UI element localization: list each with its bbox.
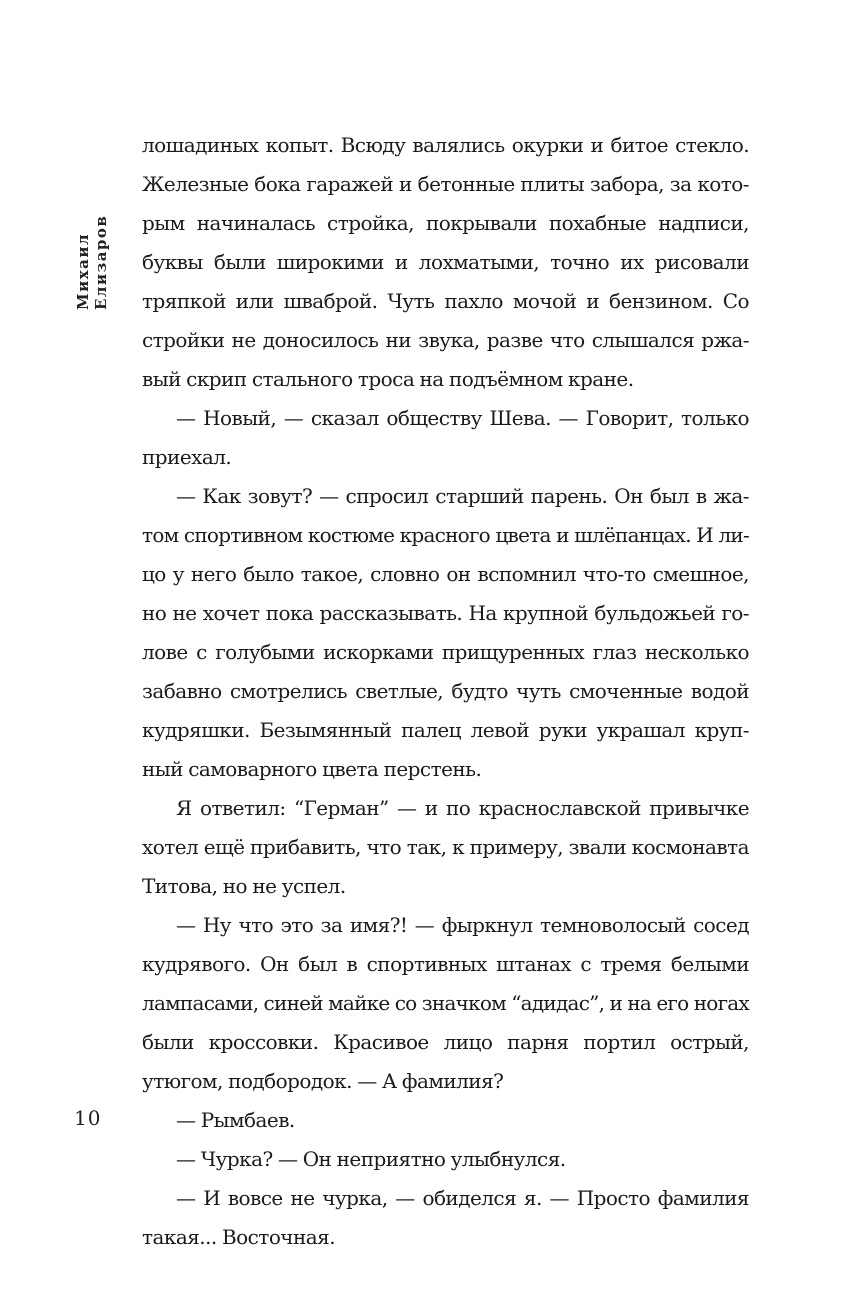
text-line: рым начиналась стройка, покрывали похабные надписи,: [142, 211, 749, 235]
text-line: цо у него было такое, словно он вспомнил что-то смешное,: [142, 562, 749, 586]
text-line: — Новый, — сказал обществу Шева. — Говорит, только: [176, 406, 749, 430]
text-line: были кроссовки. Красивое лицо парня портил острый,: [142, 1030, 749, 1054]
text-line: буквы были широкими и лохматыми, точно их рисовали: [142, 250, 749, 274]
text-line: такая... Восточная.: [142, 1225, 336, 1249]
text-line: — Как зовут? — спросил старший парень. Он был в жа-: [176, 484, 749, 508]
text-line: Железные бока гаражей и бетонные плиты забора, за кото-: [142, 172, 749, 196]
text-line: лампасами, синей майке со значком “адидас”, и на его ногах: [142, 991, 749, 1015]
text-line: Я ответил: “Герман” — и по краснославской привычке: [176, 796, 749, 820]
text-line: но не хочет пока рассказывать. На крупной бульдожьей го-: [142, 601, 749, 625]
text-line: — Ну что это за имя?! — фыркнул темноволосый сосед: [176, 913, 749, 937]
text-line: стройки не доносилось ни звука, разве что слышался ржа-: [142, 328, 749, 352]
text-line: — И вовсе не чурка, — обиделся я. — Просто фамилия: [176, 1186, 749, 1210]
text-line: кудрявого. Он был в спортивных штанах с тремя белыми: [142, 952, 749, 976]
text-line: — Чурка? — Он неприятно улыбнулся.: [176, 1147, 566, 1171]
text-line: Титова, но не успел.: [142, 874, 346, 898]
text-line: — Рымбаев.: [176, 1108, 295, 1132]
page-number: 10: [74, 1106, 102, 1130]
body-text: [142, 126, 749, 1257]
text-line: тряпкой или шваброй. Чуть пахло мочой и бензином. Со: [142, 289, 749, 313]
text-line: лове с голубыми искорками прищуренных глаз несколько: [142, 640, 749, 664]
running-head: Михаил Елизаров: [74, 214, 110, 310]
text-line: том спортивном костюме красного цвета и шлёпанцах. И ли-: [142, 523, 749, 547]
text-line: кудряшки. Безымянный палец левой руки украшал круп-: [142, 718, 749, 742]
text-line: забавно смотрелись светлые, будто чуть смоченные водой: [142, 679, 749, 703]
text-line: вый скрип стального троса на подъёмном кране.: [142, 367, 634, 391]
text-line: лошадиных копыт. Всюду валялись окурки и битое стекло.: [142, 133, 749, 157]
text-line: утюгом, подбородок. — А фамилия?: [142, 1069, 504, 1093]
text-line: хотел ещё прибавить, что так, к примеру, звали космонавта: [142, 835, 749, 859]
text-line: приехал.: [142, 445, 232, 469]
text-line: ный самоварного цвета перстень.: [142, 757, 482, 781]
